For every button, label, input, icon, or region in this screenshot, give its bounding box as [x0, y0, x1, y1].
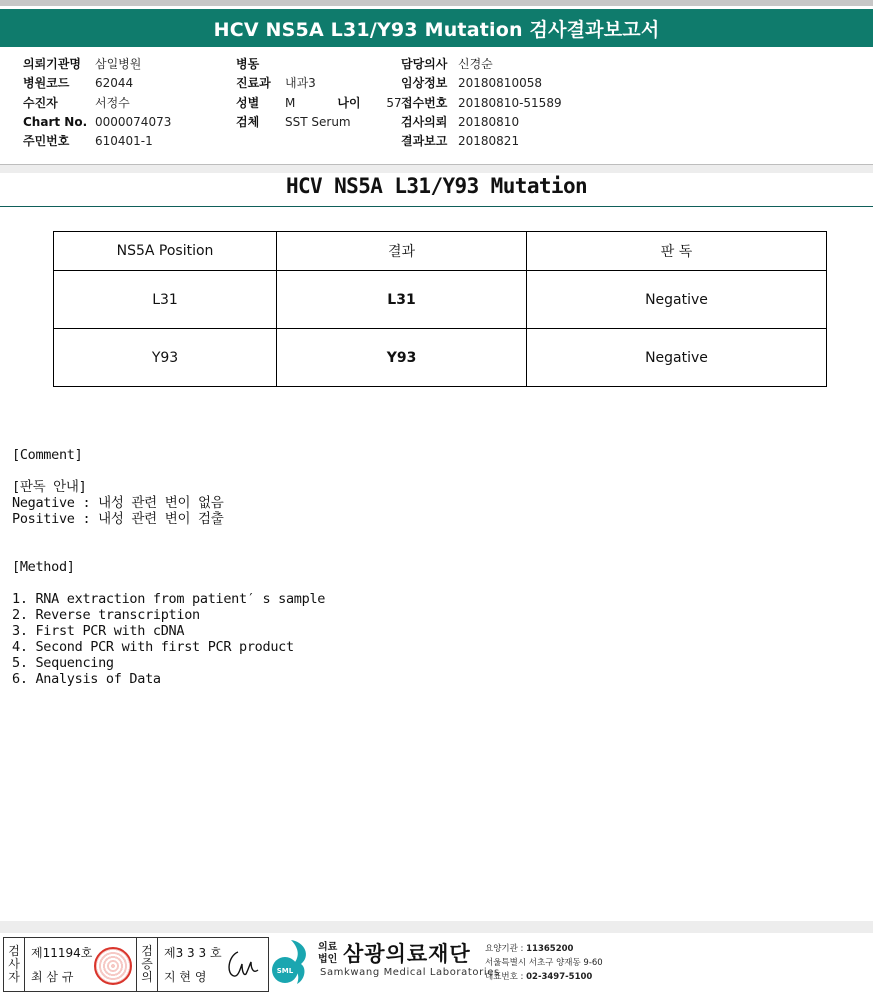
- info-label: 진료과: [236, 76, 271, 91]
- info-row-department: [236, 74, 402, 93]
- info-value: 신경순: [458, 57, 493, 71]
- info-value: 내과3: [285, 76, 316, 91]
- org-address: 서울특별시 서초구 양재동 9-60: [485, 958, 603, 968]
- info-value: 20180810058: [458, 76, 542, 91]
- info-label: 접수번호: [401, 95, 448, 110]
- report-title: HCV NS5A L31/Y93 Mutation: [285, 174, 588, 198]
- info-label: 결과보고: [401, 134, 448, 149]
- org-code-row: [485, 942, 603, 956]
- method-heading: [Method]: [12, 559, 75, 575]
- inspector-cell: [25, 938, 137, 991]
- info-value: 20180810: [458, 114, 520, 129]
- info-row-clinical-info: [401, 74, 562, 93]
- report-banner-title: HCV NS5A L31/Y93 Mutation 검사결과보고서: [213, 18, 660, 41]
- table-cell-result: Y93: [277, 329, 527, 387]
- table-cell-interpretation: Negative: [527, 271, 827, 329]
- info-label: 임상정보: [401, 76, 448, 91]
- reviewer-label-text: 검 증 의: [141, 944, 153, 984]
- org-phone-row: [485, 970, 603, 984]
- info-label: 주민번호: [23, 134, 70, 149]
- patient-info-column-2: [236, 55, 402, 132]
- table-row: [54, 329, 827, 387]
- table-cell-interpretation: Negative: [527, 329, 827, 387]
- column-header: 결과: [277, 232, 527, 271]
- reviewer-cell: [158, 938, 268, 991]
- top-gray-bar: [0, 0, 873, 6]
- info-value: M: [285, 95, 296, 110]
- info-value: 서정수: [95, 95, 130, 110]
- method-step: 4. Second PCR with first PCR product: [12, 639, 294, 655]
- info-row-sex-age: [236, 94, 402, 113]
- method-step: 6. Analysis of Data: [12, 671, 161, 687]
- info-row-ward: [236, 55, 402, 74]
- info-label: 검사의뢰: [401, 114, 448, 129]
- section-separator: [0, 164, 873, 173]
- comment-heading: [Comment]: [12, 447, 83, 463]
- info-value: 610401-1: [95, 134, 153, 149]
- info-label: 검체: [236, 114, 260, 129]
- logo-text: SML: [276, 967, 294, 975]
- method-step: 2. Reverse transcription: [12, 607, 200, 623]
- reviewer-name: 지 현 영: [164, 969, 207, 984]
- column-header: NS5A Position: [54, 232, 277, 271]
- table-cell-position: L31: [54, 271, 277, 329]
- inspector-name: 최 삼 규: [31, 969, 74, 984]
- info-label: 의뢰기관명: [23, 57, 81, 71]
- info-value: 20180810-51589: [458, 95, 562, 110]
- patient-info-column-3: [401, 55, 562, 151]
- guide-line-positive: Positive : 내성 관련 변이 검출: [12, 511, 224, 527]
- info-value: 삼일병원: [95, 57, 142, 71]
- info-label: 병동: [236, 57, 260, 71]
- info-row-receipt-no: [401, 94, 562, 113]
- seal-icon: [94, 947, 132, 985]
- info-row-report-date: [401, 132, 562, 151]
- table-header-row: [54, 232, 827, 271]
- inspector-label-text: 검 사 자: [8, 944, 20, 984]
- org-prefix-line: 법인: [318, 954, 338, 965]
- info-label: Chart No.: [23, 114, 88, 129]
- guide-line-negative: Negative : 내성 관련 변이 없음: [12, 495, 224, 511]
- table-cell-result: L31: [277, 271, 527, 329]
- info-row-chart-no: [23, 113, 171, 132]
- table-row: [54, 271, 827, 329]
- org-prefix-line: 의료: [318, 942, 338, 953]
- org-contact: [485, 942, 603, 984]
- inspector-license: 제11194호: [31, 945, 93, 960]
- info-value: 0000074073: [95, 114, 172, 129]
- info-row-specimen: [236, 113, 402, 132]
- info-row-hospital-code: [23, 74, 171, 93]
- org-phone-label: 대표번호 :: [485, 972, 524, 982]
- footer-separator: [0, 921, 873, 933]
- report-banner: [0, 9, 873, 47]
- info-label: 수진자: [23, 95, 58, 110]
- info-value: SST Serum: [285, 114, 351, 129]
- reviewer-license: 제3 3 3 호: [164, 945, 222, 960]
- method-step: 1. RNA extraction from patient′ s sample: [12, 591, 326, 607]
- info-value: 20180821: [458, 134, 520, 149]
- result-table: [53, 231, 827, 387]
- info-label-age: 나이: [337, 95, 361, 110]
- org-code-value: 11365200: [526, 944, 574, 954]
- reviewer-label: [137, 938, 158, 991]
- guide-heading: [판독 안내]: [12, 479, 87, 495]
- info-row-institution: [23, 55, 171, 74]
- signature-icon: [224, 946, 260, 980]
- info-value-age: 57: [386, 95, 402, 110]
- org-code-label: 요양기관 :: [485, 944, 524, 954]
- org-prefix: [318, 942, 337, 966]
- title-underline: [0, 206, 873, 207]
- method-step: 5. Sequencing: [12, 655, 114, 671]
- info-value: 62044: [95, 76, 134, 91]
- inspector-label: [4, 938, 25, 991]
- info-row-doctor: [401, 55, 562, 74]
- info-row-patient: [23, 94, 171, 113]
- info-row-request-date: [401, 113, 562, 132]
- org-phone-value: 02-3497-5100: [526, 972, 593, 982]
- table-cell-position: Y93: [54, 329, 277, 387]
- info-label: 병원코드: [23, 76, 70, 91]
- org-english-name: Samkwang Medical Laboratories: [320, 967, 500, 978]
- patient-info-column-1: [23, 55, 171, 151]
- info-row-resident-no: [23, 132, 171, 151]
- method-step: 3. First PCR with cDNA: [12, 623, 185, 639]
- sml-logo-icon: [271, 938, 317, 988]
- info-label: 담당의사: [401, 57, 448, 71]
- column-header: 판 독: [527, 232, 827, 271]
- info-label: 성별: [236, 95, 260, 110]
- org-name: 삼광의료재단: [343, 942, 471, 966]
- signature-box: [3, 937, 269, 992]
